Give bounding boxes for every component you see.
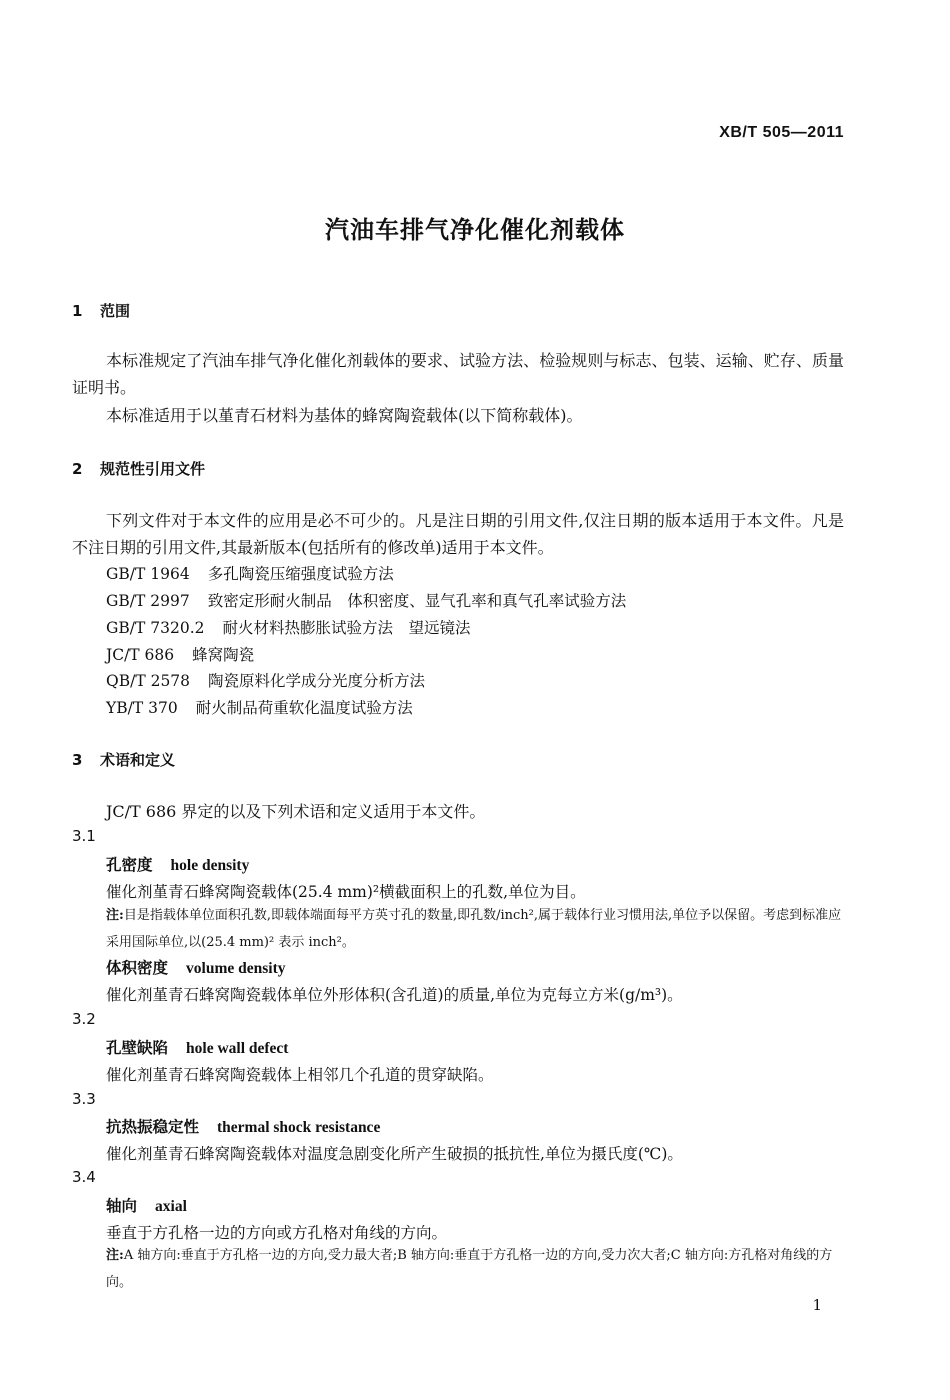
section-1-heading <box>72 300 130 321</box>
reference-title: 耐火制品荷重软化温度试验方法 <box>195 699 413 717</box>
term-cn: 轴向 <box>106 1196 138 1215</box>
reference-code: GB/T 1964 <box>106 565 190 583</box>
reference-title: 耐火材料热膨胀试验方法 望远镜法 <box>222 619 471 637</box>
reference-title: 陶瓷原料化学成分光度分析方法 <box>208 672 426 690</box>
note-text: A 轴方向:垂直于方孔格一边的方向,受力最大者;B 轴方向:垂直于方孔格一边的方向,受力次大者;C 轴方向:方孔格对角线的方向。 <box>106 1248 833 1290</box>
section-3-heading <box>72 749 175 770</box>
term-heading <box>106 1036 288 1058</box>
clause-number: 3.3 <box>72 1090 96 1108</box>
reference-title: 多孔陶瓷压缩强度试验方法 <box>207 565 394 583</box>
reference-code: QB/T 2578 <box>106 672 191 690</box>
reference-item <box>106 669 425 691</box>
reference-code: GB/T 7320.2 <box>106 619 205 637</box>
term-en: hole density <box>170 857 250 874</box>
page-number: 1 <box>812 1296 822 1314</box>
term-note <box>106 902 844 956</box>
reference-item <box>106 562 394 584</box>
reference-code: JC/T 686 <box>106 646 175 664</box>
note-prefix: 注: <box>106 908 124 923</box>
scope-paragraph-2: 本标准适用于以堇青石材料为基体的蜂窝陶瓷载体(以下简称载体)。 <box>106 406 583 425</box>
clause-number: 3.2 <box>72 1010 96 1028</box>
term-en: hole wall defect <box>186 1040 289 1057</box>
section-2-heading <box>72 458 205 479</box>
term-heading <box>106 853 249 875</box>
term-heading <box>106 1194 187 1216</box>
reference-title: 蜂窝陶瓷 <box>192 646 255 664</box>
clause-number: 3.4 <box>72 1168 96 1186</box>
term-en: volume density <box>186 960 286 977</box>
term-cn: 抗热振稳定性 <box>106 1117 200 1136</box>
terms-intro: JC/T 686 界定的以及下列术语和定义适用于本文件。 <box>106 802 486 821</box>
reference-item <box>106 616 471 638</box>
term-cn: 孔壁缺陷 <box>106 1038 169 1057</box>
note-prefix: 注: <box>106 1248 124 1263</box>
term-en: thermal shock resistance <box>217 1119 381 1136</box>
reference-title: 致密定形耐火制品 体积密度、显气孔率和真气孔率试验方法 <box>207 592 627 610</box>
term-heading <box>106 956 285 978</box>
term-definition: 催化剂堇青石蜂窝陶瓷载体上相邻几个孔道的贯穿缺陷。 <box>106 1066 494 1084</box>
reference-item <box>106 643 254 665</box>
term-en: axial <box>155 1198 187 1215</box>
clause-number: 3.1 <box>72 827 96 845</box>
term-definition: 催化剂堇青石蜂窝陶瓷载体单位外形体积(含孔道)的质量,单位为克每立方米(g/m³)。 <box>106 986 683 1004</box>
section-number: 2 <box>72 460 83 478</box>
reference-item <box>106 589 626 611</box>
term-definition: 催化剂堇青石蜂窝陶瓷载体对温度急剧变化所产生破损的抵抗性,单位为摄氏度(℃)。 <box>106 1145 683 1163</box>
term-cn: 体积密度 <box>106 958 169 977</box>
section-title: 范围 <box>100 302 131 320</box>
note-text: 目是指载体单位面积孔数,即载体端面每平方英寸孔的数量,即孔数/inch²,属于载体行业习惯用法,单位予以保留。考虑到标准应采用国际单位,以(25.4 mm)² 表示 inch²。 <box>106 908 842 950</box>
term-heading <box>106 1115 380 1137</box>
term-note <box>106 1242 844 1296</box>
page-title: 汽油车排气净化催化剂载体 <box>325 216 625 244</box>
standard-number: XB/T 505—2011 <box>719 124 844 141</box>
reference-code: YB/T 370 <box>106 699 178 717</box>
section-title: 术语和定义 <box>100 751 176 769</box>
section-title: 规范性引用文件 <box>100 460 206 478</box>
section-number: 1 <box>72 302 83 320</box>
term-cn: 孔密度 <box>106 855 153 874</box>
reference-item <box>106 696 413 718</box>
references-intro: 下列文件对于本文件的应用是必不可少的。凡是注日期的引用文件,仅注日期的版本适用于本文件。凡是不注日期的引用文件,其最新版本(包括所有的修改单)适用于本文件。 <box>72 511 844 557</box>
term-definition: 垂直于方孔格一边的方向或方孔格对角线的方向。 <box>106 1224 448 1242</box>
section-number: 3 <box>72 751 83 769</box>
reference-code: GB/T 2997 <box>106 592 190 610</box>
scope-paragraph-1: 本标准规定了汽油车排气净化催化剂载体的要求、试验方法、检验规则与标志、包装、运输、贮存、质量证明书。 <box>72 351 844 397</box>
term-definition: 催化剂堇青石蜂窝陶瓷载体(25.4 mm)²横截面积上的孔数,单位为目。 <box>106 883 586 901</box>
